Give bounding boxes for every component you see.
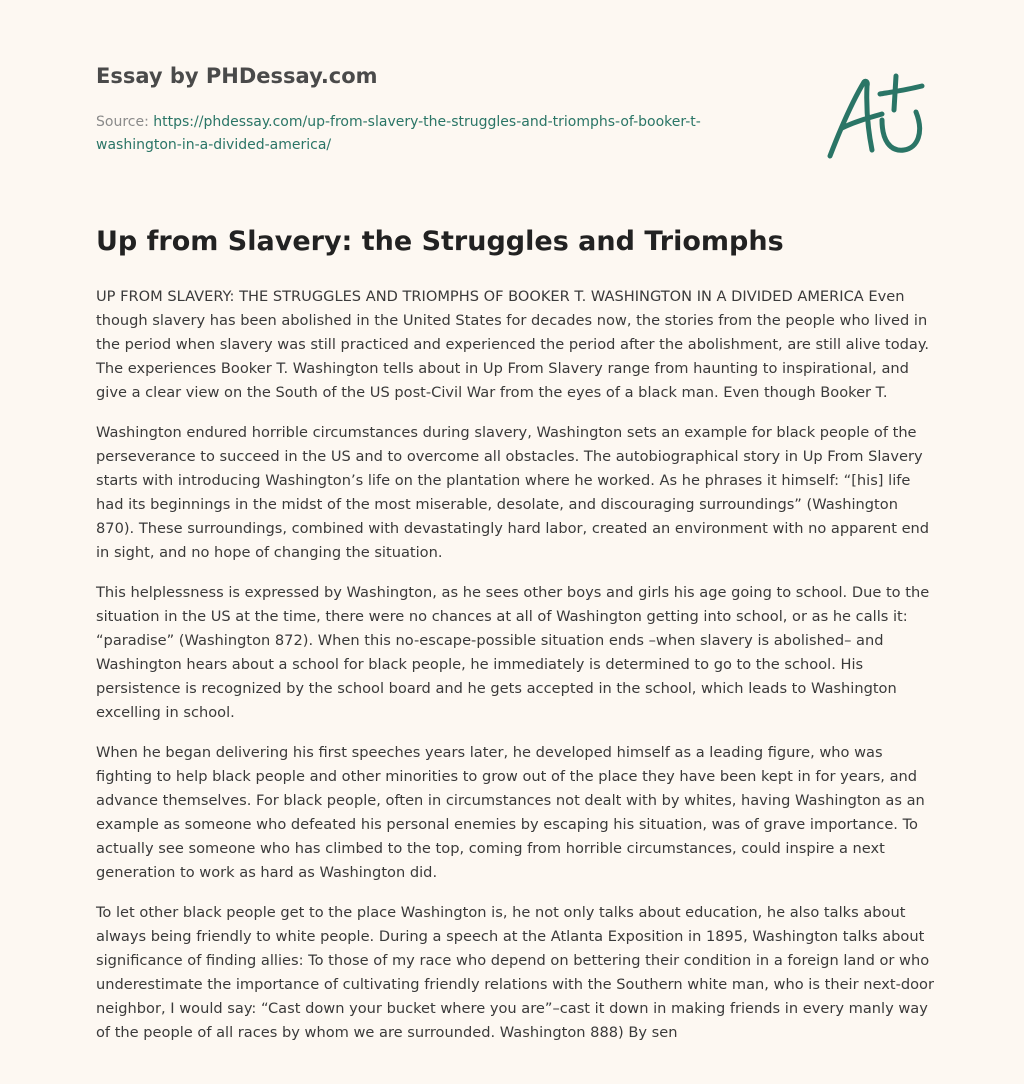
essay-title: Up from Slavery: the Struggles and Triomphs [96, 226, 784, 257]
brand-name: Essay by PHDessay.com [96, 64, 378, 88]
a-plus-grade-icon [824, 70, 928, 162]
essay-paragraph: UP FROM SLAVERY: THE STRUGGLES AND TRIOMPHS OF BOOKER T. WASHINGTON IN A DIVIDED AMERICA Even though slavery has been abolished in the United States for decades now, the stories from the people who lived in the period when slavery was still practiced and experienced the period after the abolishment, are still alive today. The experiences Booker T. Washington tells about in Up From Slavery range from haunting to inspirational, and give a clear view on the South of the US post-Civil War from the eyes of a black man. Even though Booker T. [96, 288, 930, 401]
essay-paragraph: When he began delivering his first speeches years later, he developed himself as a leading figure, who was fighting to help black people and other minorities to grow out of the place they have been kept in for years, and advance themselves. For black people, often in circumstances not dealt with by whites, having Washington as an example as someone who defeated his personal enemies by escaping his situation, was of grave importance. To actually see someone who has climbed to the top, coming from horrible circumstances, could inspire a next generation to work as hard as Washington did. [96, 744, 925, 881]
essay-paragraph: To let other black people get to the place Washington is, he not only talks about education, he also talks about always being friendly to white people. During a speech at the Atlanta Exposition in 1895, Washington talks about significance of finding allies: To those of my race who depend on bettering their condition in a foreign land or who underestimate the importance of cultivating friendly relations with the Southern white man, who is their next-door neighbor, I would say: “Cast down your bucket where you are”–cast it down in making friends in every manly way of the people of all races by whom we are surrounded. Washington 888) By sen [96, 904, 934, 1041]
source-link[interactable] [96, 114, 701, 153]
source-line [96, 111, 796, 157]
essay-paragraph: Washington endured horrible circumstances during slavery, Washington sets an example for black people of the perseverance to succeed in the US and to overcome all obstacles. The autobiographical story in Up From Slavery starts with introducing Washington’s life on the plantation where he worked. As he phrases it himself: “[his] life had its beginnings in the midst of the most miserable, desolate, and discouraging surroundings” (Washington 870). These surroundings, combined with devastatingly hard labor, created an environment with no apparent end in sight, and no hope of changing the situation. [96, 424, 930, 561]
source-url-line-1: https://phdessay.com/up-from-slavery-the-struggles-and-triomphs-of-booker-t- [153, 114, 701, 130]
source-url-line-2: washington-in-a-divided-america/ [96, 137, 332, 153]
source-label: Source: [96, 114, 149, 130]
essay-paragraph: This helplessness is expressed by Washington, as he sees other boys and girls his age going to school. Due to the situation in the US at the time, there were no chances at all of Washington getting into school, or as he calls it: “paradise” (Washington 872). When this no-escape-possible situation ends –when slavery is abolished– and Washington hears about a school for black people, he immediately is determined to go to the school. His persistence is recognized by the school board and he gets accepted in the school, which leads to Washington excelling in school. [96, 584, 930, 721]
essay-body [96, 285, 936, 1061]
